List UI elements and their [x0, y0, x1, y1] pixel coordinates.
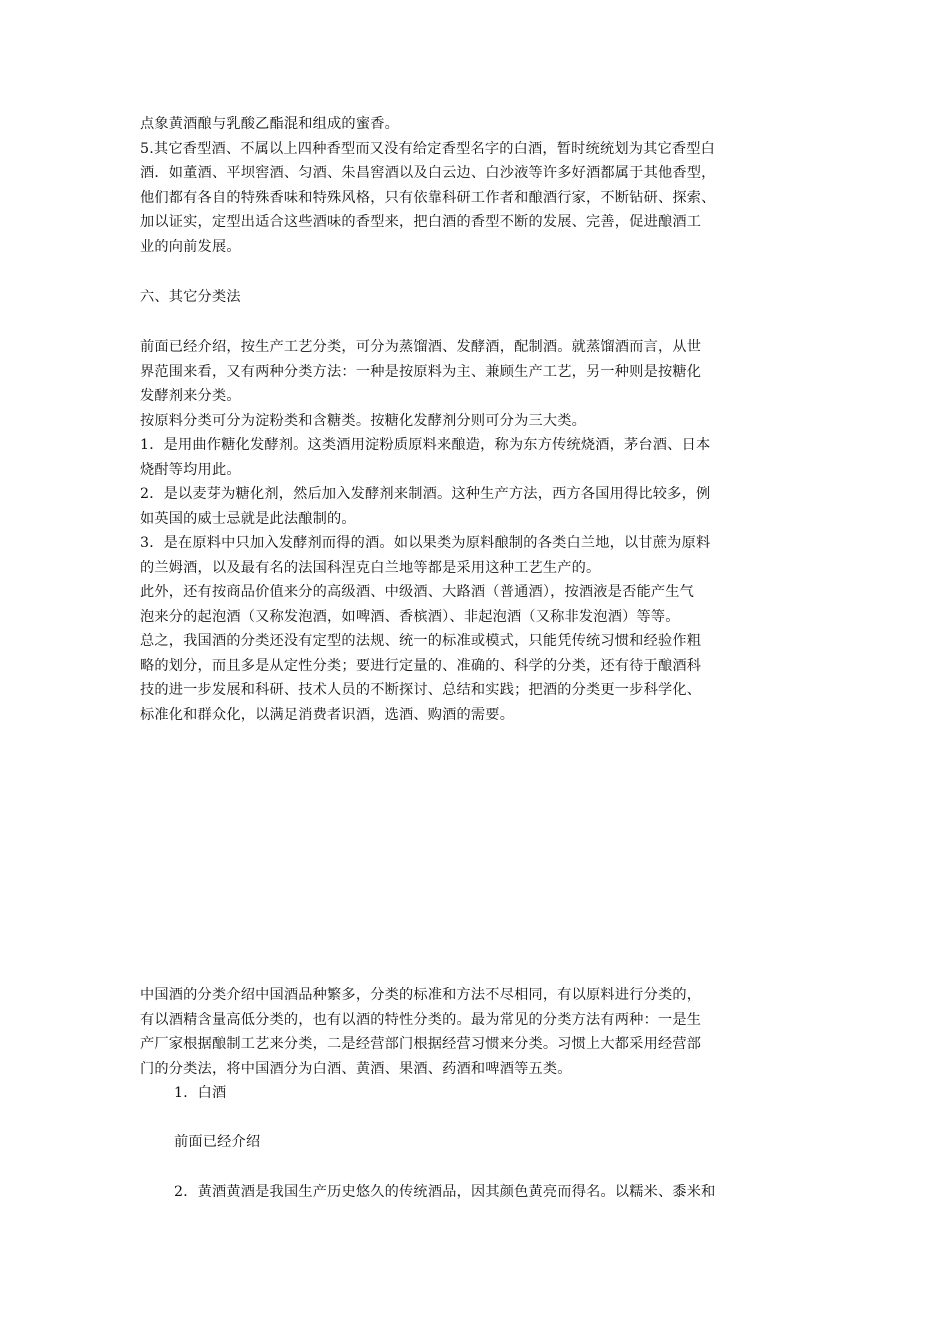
list-item-note: 前面已经介绍 — [174, 1134, 261, 1150]
text-line: 5.其它香型酒、不属以上四种香型而又没有给定香型名字的白酒，暂时统统划为其它香型白 — [140, 140, 716, 157]
text-line: 技的进一步发展和科研、技术人员的不断探讨、总结和实践；把酒的分类更一步科学化、 — [140, 682, 702, 698]
section-heading-text: 六、其它分类法 — [140, 289, 241, 305]
text-line: 加以证实，定型出适合这些酒味的香型来，把白酒的香型不断的发展、完善，促进酿酒工 — [140, 214, 702, 230]
text-line: 如英国的威士忌就是此法酿制的。 — [140, 510, 356, 527]
text-line: 按原料分类可分为淀粉类和含糖类。按糖化发酵剂分则可分为三大类。 — [140, 412, 587, 429]
list-item-label: 1．白酒 — [174, 1085, 227, 1101]
list-item-label: 2．黄酒黄酒是我国生产历史悠久的传统酒品，因其颜色黄亮而得名。以糯米、黍米和 — [174, 1184, 716, 1200]
paragraph-aroma-types — [140, 112, 830, 259]
text-line: 略的划分，而且多是从定性分类；要进行定量的、准确的、科学的分类，还有待于酿酒科 — [140, 657, 702, 674]
text-line: 点象黄酒酿与乳酸乙酯混和组成的蜜香。 — [140, 116, 399, 132]
section-heading — [140, 285, 830, 310]
text-line: 的兰姆酒，以及最有名的法国科涅克白兰地等都是采用这种工艺生产的。 — [140, 559, 601, 576]
text-line: 中国酒的分类介绍中国酒品种繁多，分类的标准和方法不尽相同，有以原料进行分类的， — [140, 987, 702, 1003]
text-line: 有以酒精含量高低分类的，也有以酒的特性分类的。最为常见的分类方法有两种：一是生 — [140, 1011, 702, 1028]
list-item-baijiu — [140, 1081, 830, 1106]
paragraph-chinese-liquor-intro — [140, 983, 830, 1081]
text-line: 业的向前发展。 — [140, 238, 241, 255]
text-line: 2．是以麦芽为糖化剂，然后加入发酵剂来制酒。这种生产方法，西方各国用得比较多，例 — [140, 486, 711, 502]
paragraph-other-classification — [140, 335, 830, 727]
text-line: 门的分类法，将中国酒分为白酒、黄酒、果酒、药酒和啤酒等五类。 — [140, 1060, 572, 1077]
text-line: 他们都有各自的特殊香味和特殊风格，只有依靠科研工作者和酿酒行家，不断钻研、探索、 — [140, 189, 716, 206]
text-line: 产厂家根据酿制工艺来分类，二是经营部门根据经营习惯来分类。习惯上大都采用经营部 — [140, 1036, 702, 1052]
text-line: 泡来分的起泡酒（又称发泡酒，如啤酒、香槟酒）、非起泡酒（又称非发泡酒）等等。 — [140, 608, 680, 625]
text-line: 界范围来看，又有两种分类方法：一种是按原料为主、兼顾生产工艺，另一种则是按糖化 — [140, 363, 702, 380]
text-line: 标准化和群众化，以满足消费者识酒，选酒、购酒的需要。 — [140, 706, 515, 723]
text-line: 烧酎等均用此。 — [140, 461, 241, 478]
text-line: 此外，还有按商品价值来分的高级酒、中级酒、大路酒（普通酒），按酒液是否能产生气 — [140, 584, 695, 600]
text-line: 酒．如董酒、平坝窖酒、匀酒、朱昌窖酒以及白云边、白沙液等许多好酒都属于其他香型， — [140, 165, 716, 181]
text-line: 前面已经介绍，按生产工艺分类，可分为蒸馏酒、发酵酒，配制酒。就蒸馏酒而言，从世 — [140, 339, 702, 355]
list-item-baijiu-note — [140, 1130, 830, 1155]
list-item-huangjiu — [140, 1180, 830, 1205]
text-line: 总之，我国酒的分类还没有定型的法规、统一的标准或模式，只能凭传统习惯和经验作粗 — [140, 633, 702, 649]
text-line: 发酵剂来分类。 — [140, 388, 241, 404]
text-line: 3．是在原料中只加入发酵剂而得的酒。如以果类为原料酿制的各类白兰地，以甘蔗为原料 — [140, 535, 711, 551]
text-line: 1．是用曲作糖化发酵剂。这类酒用淀粉质原料来酿造，称为东方传统烧酒，茅台酒、日本 — [140, 437, 711, 453]
